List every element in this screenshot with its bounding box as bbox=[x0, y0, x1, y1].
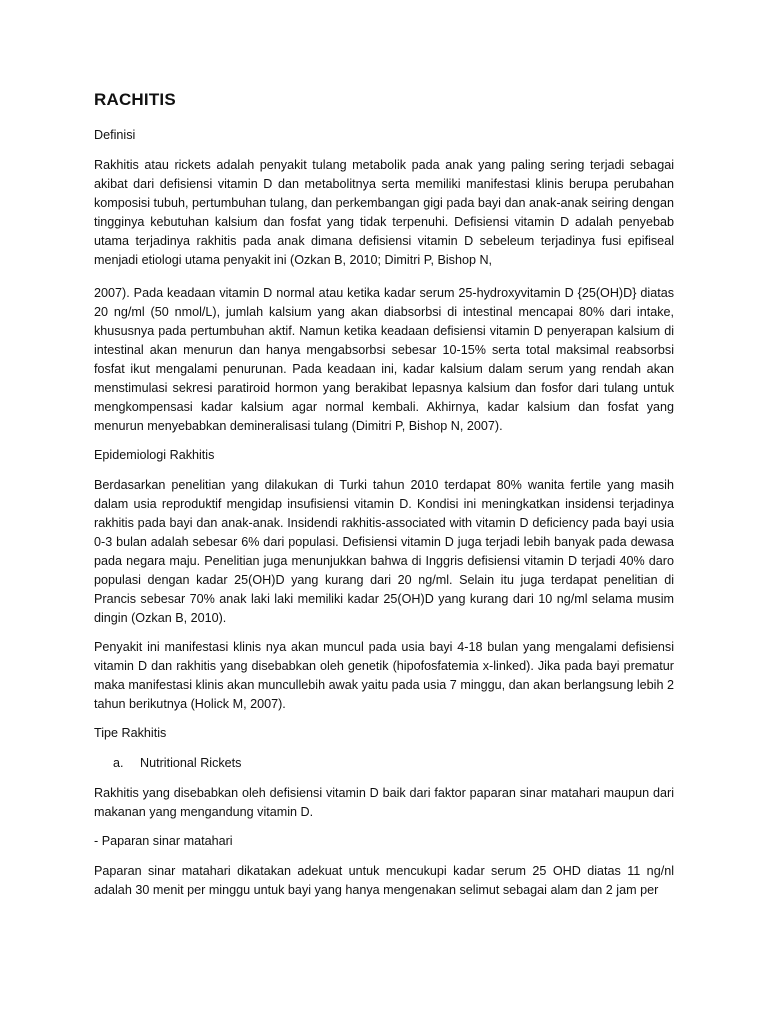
epidemiology-paragraph-1: Berdasarkan penelitian yang dilakukan di Turki tahun 2010 terdapat 80% wanita fertile yang masih dalam usia reproduktif mengidap insufisiensi vitamin D. Kondisi ini meningkatkan insidensi terjadinya rakhitis pada bayi dan anak-anak. Insidendi rakhitis-associated with vitamin D deficiency pada bayi usia 0-3 bulan adalah sebesar 6% dari populasi. Defisiensi vitamin D juga terjadi lebih banyak pada dewasa pada negara maju. Penelitian juga menunjukkan bahwa di Inggris defisiensi vitamin D terjadi 40% daro populasi dengan kadar 25(OH)D yang kurang dari 20 ng/ml. Selain itu juga terdapat penelitian di Prancis sebesar 70% anak laki laki memiliki kadar 25(OH)D yang kurang dari 10 ng/ml selama musim dingin (Ozkan B, 2010). bbox=[94, 478, 674, 625]
subsection-heading-sun-exposure: - Paparan sinar matahari bbox=[94, 834, 233, 848]
definition-paragraph-1: Rakhitis atau rickets adalah penyakit tulang metabolik pada anak yang paling sering terjadi sebagai akibat dari defisiensi vitamin D dan metabolitnya serta memiliki manifestasi klinis berupa perubahan komposisi tubuh, pertumbuhan tulang, dan perkembangan gigi pada bayi dan anak-anak seiring dengan tingginya kebutuhan kalsium dan fosfat yang tidak terpenuhi. Defisiensi vitamin D adalah penyebab utama terjadinya rakhitis pada anak dimana defisiensi vitamin D sebeleum terjadinya fusi epifiseal menjadi etiologi utama penyakit ini (Ozkan B, 2010; Dimitri P, Bishop N, bbox=[94, 158, 674, 267]
document-page bbox=[94, 88, 674, 910]
section-heading-types: Tipe Rakhitis bbox=[94, 726, 167, 740]
section-heading-epidemiology: Epidemiologi Rakhitis bbox=[94, 448, 215, 462]
list-marker: a. bbox=[113, 756, 124, 770]
definition-paragraph-2: 2007). Pada keadaan vitamin D normal atau ketika kadar serum 25-hydroxyvitamin D {25(OH)D} diatas 20 ng/ml (50 nmol/L), jumlah kalsium yang akan diabsorbsi di intestinal mencapai 80% dari intake, khususnya pada pertumbuhan aktif. Namun ketika keadaan defisiensi vitamin D penyerapan kalsium di intestinal akan menurun dan hanya mengabsorbsi sebesar 10-15% serta total maksimal reabsorbsi fosfat ikut mengalami penurunan. Pada keadaan ini, kadar kalsium dalam serum yang rendah akan menstimulasi sekresi paratiroid hormon yang berakibat lepasnya kalsium dan fosfor dari tulang untuk mengkompensasi kadar kalsium agar normal kembali. Akhirnya, kadar kalsium dan fosfat yang menurun menyebabkan demineralisasi tulang (Dimitri P, Bishop N, 2007). bbox=[94, 286, 674, 433]
list-item-label: Nutritional Rickets bbox=[140, 756, 242, 770]
section-heading-definition: Definisi bbox=[94, 128, 136, 142]
nutritional-paragraph: Rakhitis yang disebabkan oleh defisiensi vitamin D baik dari faktor paparan sinar matahari maupun dari makanan yang mengandung vitamin D. bbox=[94, 786, 674, 819]
epidemiology-paragraph-2: Penyakit ini manifestasi klinis nya akan muncul pada usia bayi 4-18 bulan yang mengalami defisiensi vitamin D dan rakhitis yang disebabkan oleh genetik (hipofosfatemia x-linked). Jika pada bayi prematur maka manifestasi klinis akan muncullebih awak yaitu pada usia 7 minggu, dan akan berlangsung lebih 2 tahun berikutnya (Holick M, 2007). bbox=[94, 640, 674, 711]
sun-exposure-paragraph: Paparan sinar matahari dikatakan adekuat untuk mencukupi kadar serum 25 OHD diatas 11 ng/nl adalah 30 menit per minggu untuk bayi yang hanya mengenakan selimut sebagai alam dan 2 jam per bbox=[94, 864, 674, 897]
document-title: RACHITIS bbox=[94, 90, 176, 109]
list-item-nutritional-rickets bbox=[94, 754, 674, 773]
